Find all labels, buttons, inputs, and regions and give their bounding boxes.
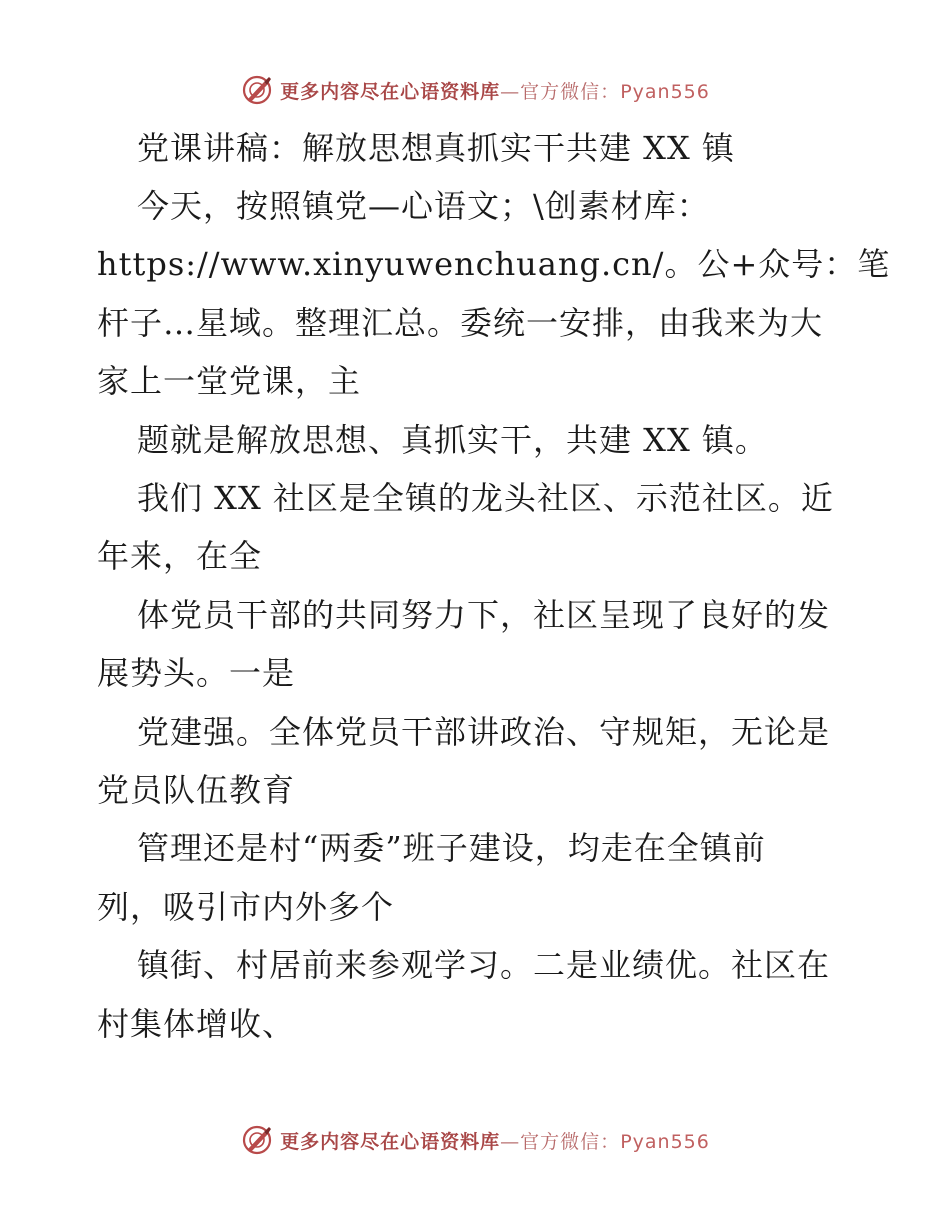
doc-line: 镇街、村居前来参观学习。二是业绩优。社区在	[137, 946, 831, 984]
doc-line: 杆子…星域。整理汇总。委统一安排，由我来为大	[97, 304, 824, 342]
doc-line: 党建强。全体党员干部讲政治、守规矩，无论是	[137, 713, 831, 751]
watermark-separator: —	[500, 1130, 521, 1153]
watermark-wechat-id: Pyan556	[620, 80, 710, 103]
doc-line: 年来，在全	[97, 537, 263, 575]
watermark-wechat-id: Pyan556	[620, 1130, 710, 1153]
doc-line: 我们 XX 社区是全镇的龙头社区、示范社区。近	[137, 479, 834, 517]
doc-line: 家上一堂党课，主	[97, 362, 362, 400]
watermark-site: 更多内容尽在心语资料库	[280, 1130, 501, 1153]
doc-line: 管理还是村“两委”班子建设，均走在全镇前	[137, 829, 766, 867]
pen-logo-icon	[240, 73, 274, 107]
watermark-text	[280, 77, 710, 104]
pen-logo-icon	[240, 1123, 274, 1157]
watermark-banner-top	[0, 70, 950, 110]
doc-line: https://www.xinyuwenchuang.cn/。公+众号：笔	[97, 245, 891, 283]
doc-line: 党员队伍教育	[97, 771, 296, 809]
watermark-separator: —	[500, 80, 521, 103]
watermark-text	[280, 1127, 710, 1154]
doc-line: 展势头。一是	[97, 654, 296, 692]
watermark-wechat-label: 官方微信：	[520, 1130, 621, 1153]
doc-line: 题就是解放思想、真抓实干，共建 XX 镇。	[137, 421, 768, 459]
watermark-site: 更多内容尽在心语资料库	[280, 80, 501, 103]
doc-line: 今天，按照镇党—心语文；\创素材库：	[137, 187, 710, 225]
doc-line: 列，吸引市内外多个	[97, 888, 395, 926]
doc-title: 党课讲稿：解放思想真抓实干共建 XX 镇	[137, 129, 735, 167]
doc-line: 村集体增收、	[97, 1005, 296, 1043]
doc-line: 体党员干部的共同努力下，社区呈现了良好的发	[137, 596, 831, 634]
watermark-wechat-label: 官方微信：	[520, 80, 621, 103]
watermark-banner-bottom	[0, 1120, 950, 1160]
